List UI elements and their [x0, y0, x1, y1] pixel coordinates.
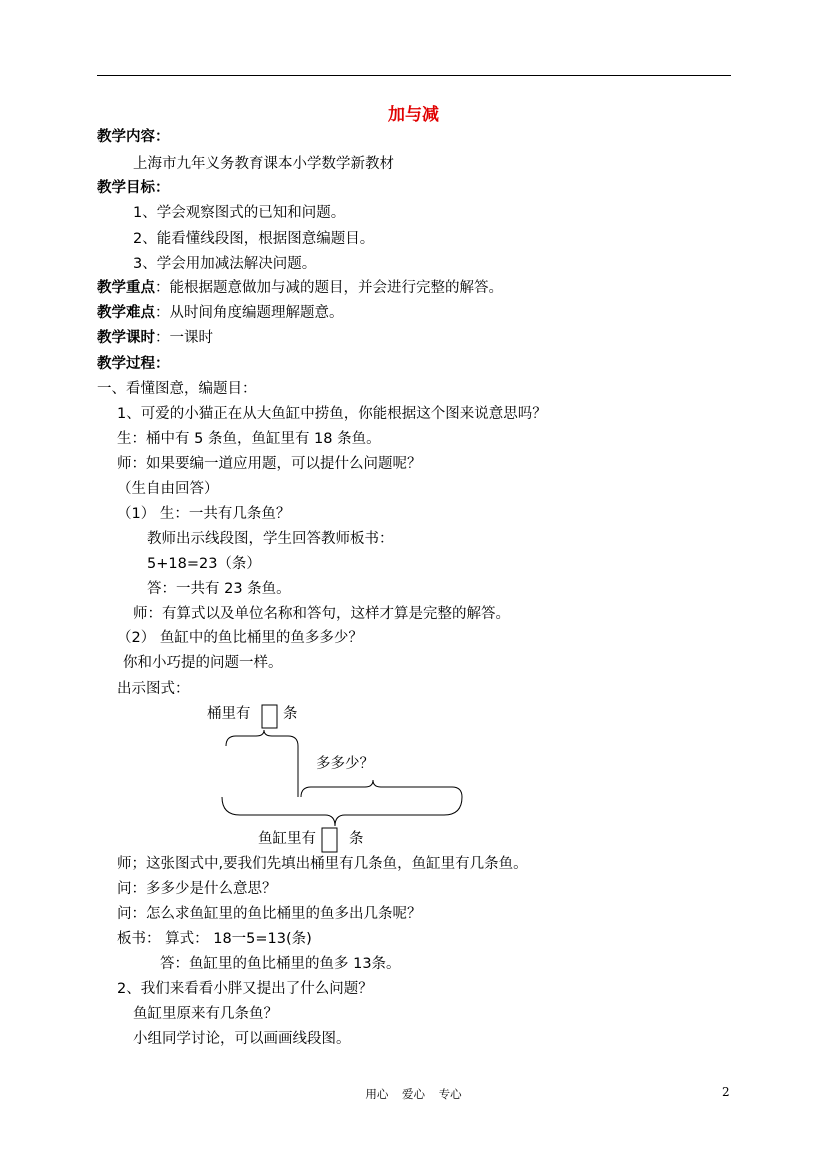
process-line: （1） 生：一共有几条鱼？: [117, 506, 291, 522]
process-line: 你和小巧提的问题一样。: [123, 655, 283, 671]
tank-label: 鱼缸里有: [258, 831, 316, 847]
teaching-content-label: 教学内容：: [97, 129, 170, 145]
more-label: 多多少？: [316, 756, 374, 772]
process-line: 答：鱼缸里的鱼比桶里的鱼多 13条。: [160, 956, 401, 972]
page-number: 2: [722, 1085, 730, 1099]
process-line: 板书： 算式： 18一5=13(条): [117, 931, 312, 947]
process-line: 出示图式：: [117, 681, 190, 697]
teaching-goals-label: 教学目标：: [97, 180, 170, 196]
process-line: 生：桶中有 5 条鱼，鱼缸里有 18 条鱼。: [117, 431, 381, 447]
process-line: 2、我们来看看小胖又提出了什么问题？: [117, 981, 373, 997]
key-point-label: 教学重点: [97, 280, 155, 296]
document-title: 加与减: [388, 105, 439, 125]
bucket-unit: 条: [283, 706, 298, 722]
bucket-label: 桶里有: [207, 706, 251, 722]
difference-brace: [301, 780, 462, 797]
key-point-text: ：能根据题意做加与减的题目，并会进行完整的解答。: [155, 280, 503, 296]
tank-unit: 条: [349, 831, 364, 847]
process-line: （生自由回答）: [117, 481, 219, 497]
teaching-content-text: 上海市九年义务教育课本小学数学新教材: [133, 156, 394, 172]
process-line: 1、可爱的小猫正在从大鱼缸中捞鱼，你能根据这个图来说意思吗？: [117, 406, 547, 422]
bucket-blank-box: [262, 705, 277, 728]
class-hours-text: ：一课时: [155, 330, 213, 346]
process-line: （2） 鱼缸中的鱼比桶里的鱼多多少？: [117, 630, 363, 646]
goal-item: 3、学会用加减法解决问题。: [133, 256, 317, 272]
tank-blank-box: [322, 828, 337, 852]
difficult-point-text: ：从时间角度编题理解题意。: [155, 305, 344, 321]
process-line: 师：如果要编一道应用题，可以提什么问题呢？: [117, 456, 422, 472]
bucket-brace: [226, 730, 298, 746]
goal-item: 2、能看懂线段图，根据图意编题目。: [133, 231, 375, 247]
class-hours-label: 教学课时: [97, 330, 155, 346]
process-line: 答：一共有 23 条鱼。: [147, 581, 291, 597]
process-line: 教师出示线段图，学生回答教师板书：: [147, 531, 394, 547]
difficult-point-label: 教学难点: [97, 305, 155, 321]
process-line: 问：多多少是什么意思？: [117, 881, 277, 897]
process-line: 师：有算式以及单位名称和答句，这样才算是完整的解答。: [133, 606, 510, 622]
process-label: 教学过程：: [97, 356, 170, 372]
goal-item: 1、学会观察图式的已知和问题。: [133, 205, 346, 221]
process-line: 5+18=23（条）: [147, 556, 261, 572]
process-line: 师；这张图式中,要我们先填出桶里有几条鱼，鱼缸里有几条鱼。: [117, 856, 528, 872]
process-line: 小组同学讨论，可以画画线段图。: [133, 1031, 351, 1047]
page-footer: 用心 爱心 专心: [365, 1087, 462, 1101]
tank-brace: [222, 797, 462, 826]
process-line: 鱼缸里原来有几条鱼？: [133, 1006, 278, 1022]
process-line: 一、看懂图意，编题目：: [97, 381, 257, 397]
process-line: 问：怎么求鱼缸里的鱼比桶里的鱼多出几条呢？: [117, 906, 422, 922]
